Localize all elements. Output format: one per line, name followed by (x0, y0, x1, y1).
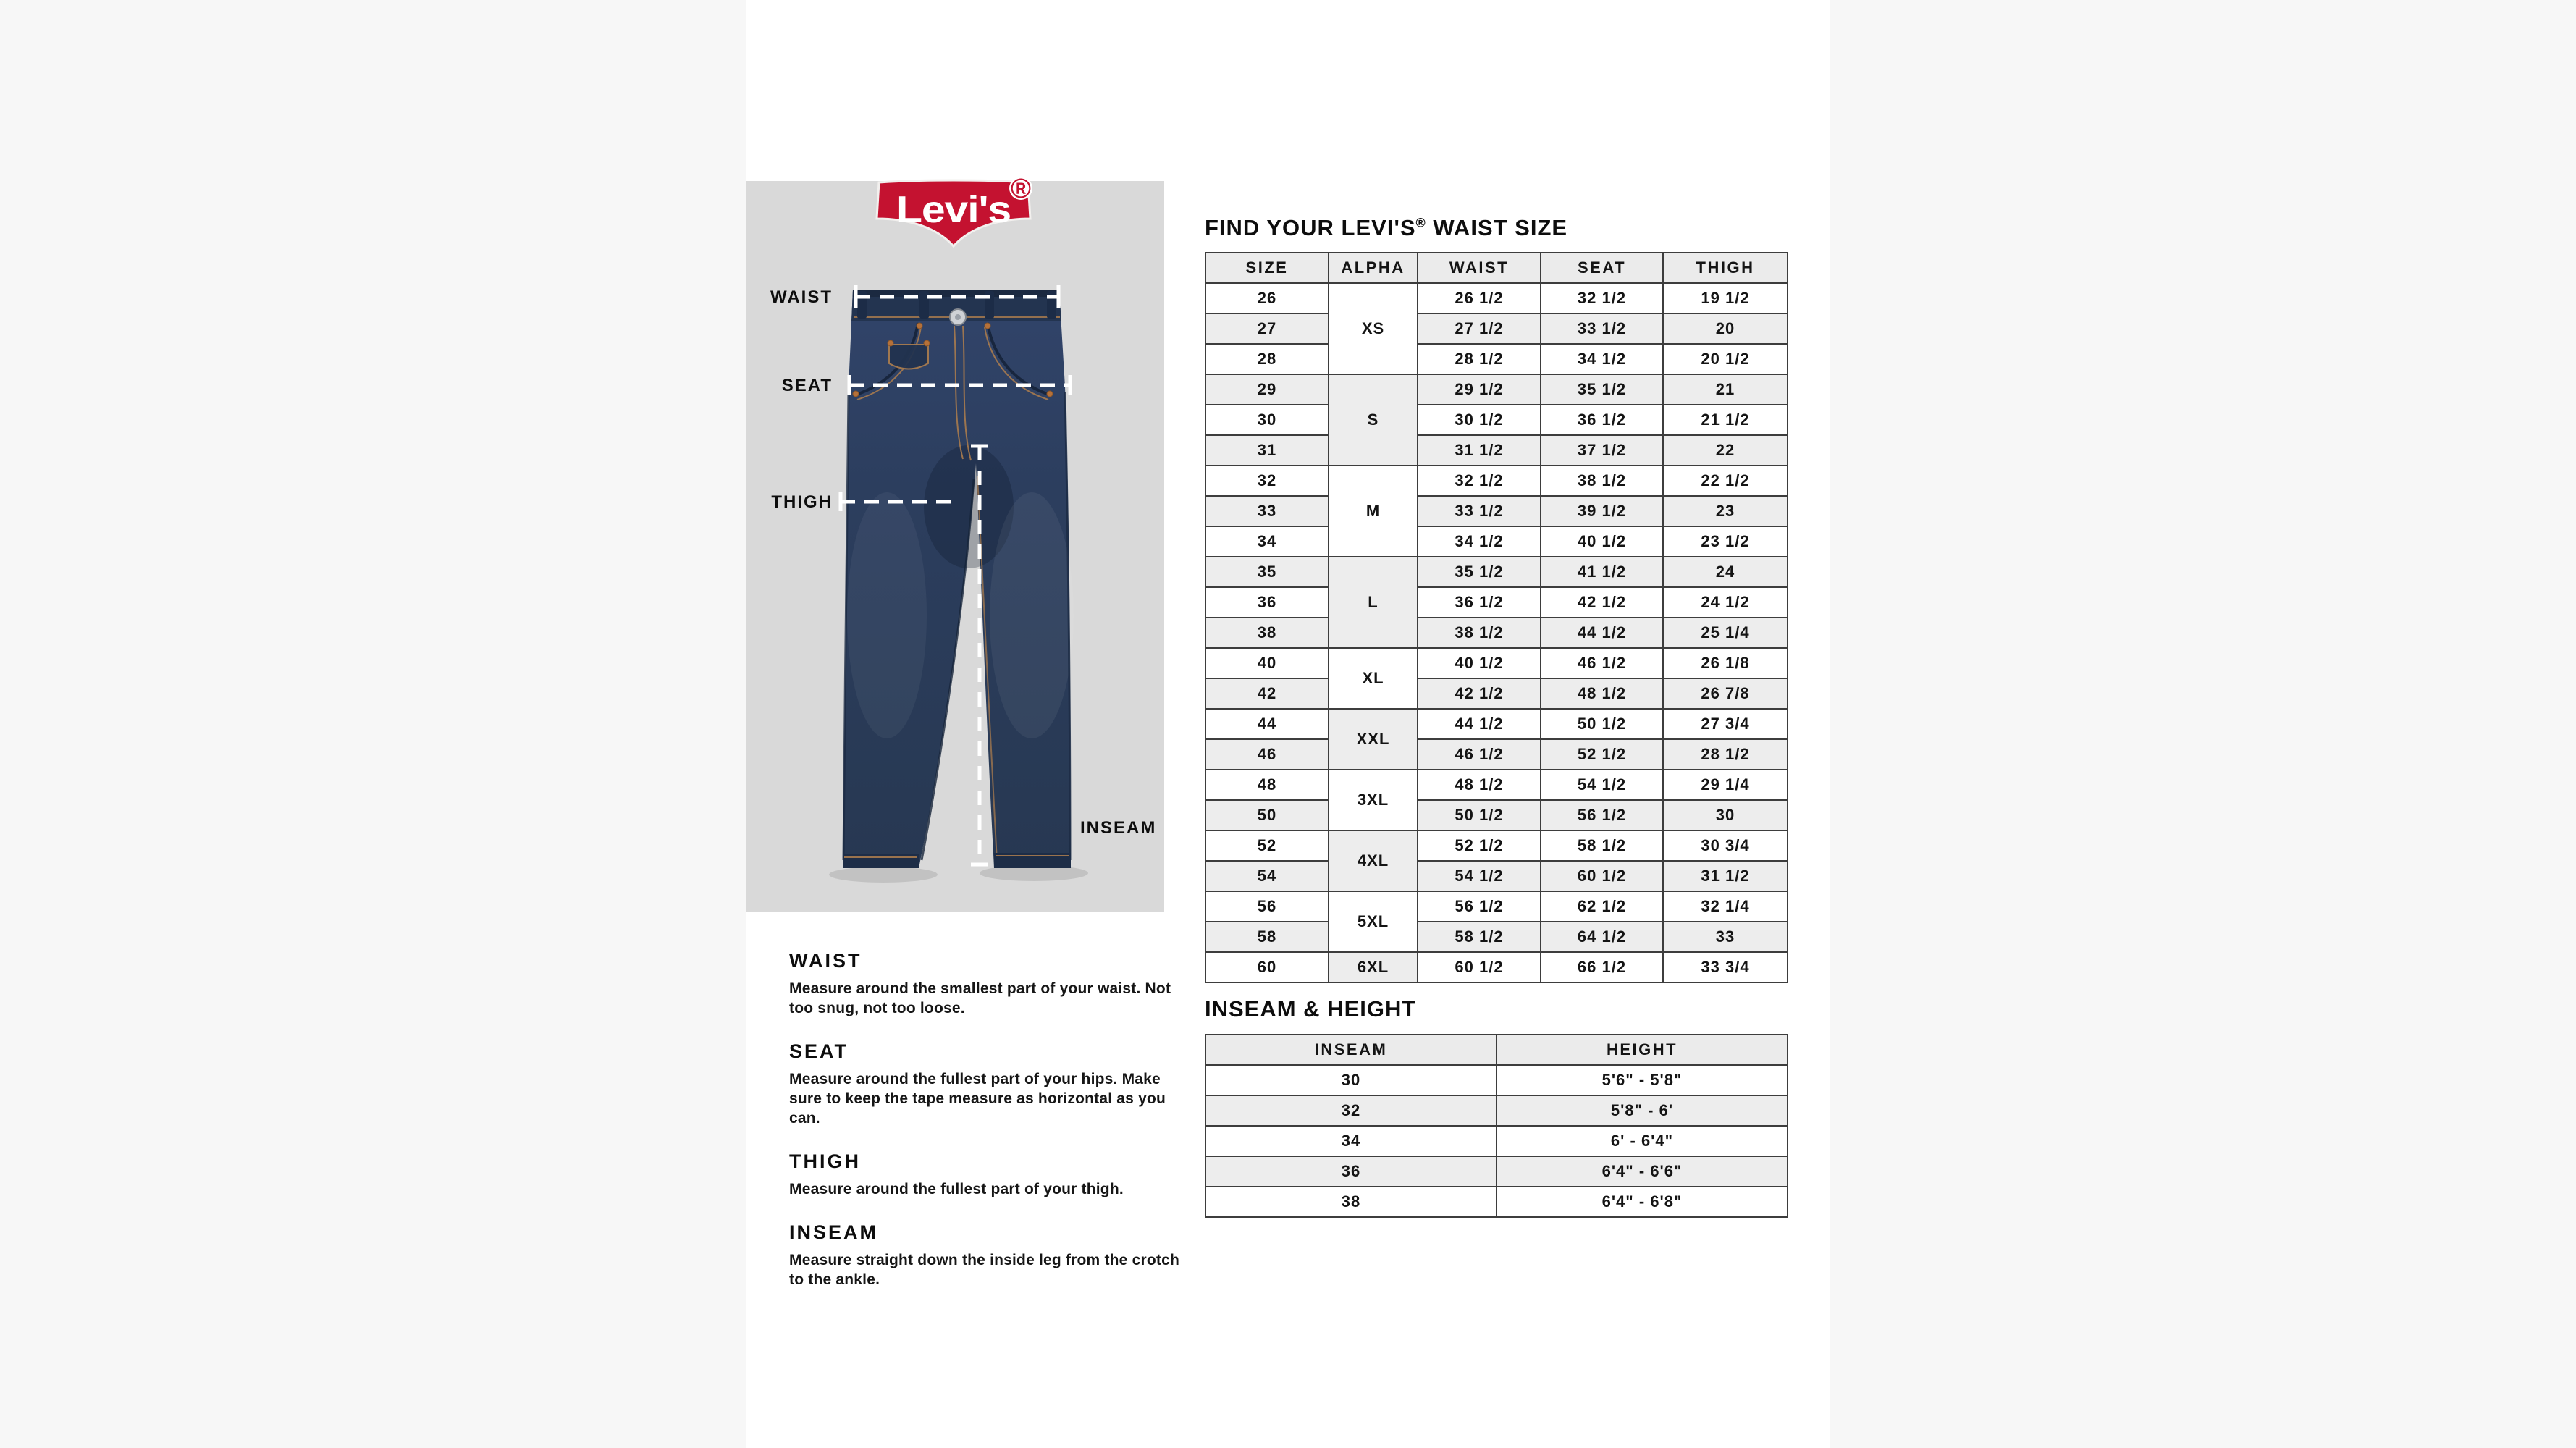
waist-cell: 31 1/2 (1418, 435, 1541, 466)
seat-cell: 32 1/2 (1541, 283, 1663, 313)
inseam-cell: 30 (1205, 1065, 1497, 1095)
thigh-cell: 20 1/2 (1663, 344, 1788, 374)
waist-cell: 46 1/2 (1418, 739, 1541, 770)
waist-label: WAIST (770, 287, 833, 307)
thigh-cell: 30 3/4 (1663, 830, 1788, 861)
seat-cell: 66 1/2 (1541, 952, 1663, 982)
alpha-cell: S (1329, 374, 1418, 466)
inseam-row (1205, 1065, 1788, 1095)
size-row (1205, 618, 1788, 648)
thigh-cell: 22 (1663, 435, 1788, 466)
seat-cell: 54 1/2 (1541, 770, 1663, 800)
waist-cell: 54 1/2 (1418, 861, 1541, 891)
guide-heading: INSEAM (789, 1221, 879, 1243)
column-header: ALPHA (1329, 253, 1418, 283)
alpha-cell: M (1329, 466, 1418, 557)
guide-text: Measure around the smallest part of your waist. Not too snug, not too loose. (789, 980, 1171, 1016)
seat-cell: 35 1/2 (1541, 374, 1663, 405)
column-header: THIGH (1663, 253, 1788, 283)
alpha-cell: XS (1329, 283, 1418, 374)
size-cell: 38 (1205, 618, 1329, 648)
seat-cell: 37 1/2 (1541, 435, 1663, 466)
guide-section-thigh (789, 1150, 1180, 1199)
size-chart-table (1205, 252, 1788, 983)
size-chart-title-brand: FIND YOUR LEVI'S (1205, 215, 1416, 240)
guide-heading: WAIST (789, 950, 862, 972)
height-cell: 6' - 6'4" (1497, 1126, 1788, 1156)
seat-cell: 41 1/2 (1541, 557, 1663, 587)
waist-cell: 50 1/2 (1418, 800, 1541, 830)
waist-cell: 29 1/2 (1418, 374, 1541, 405)
size-cell: 27 (1205, 313, 1329, 344)
column-header: INSEAM (1205, 1035, 1497, 1065)
thigh-cell: 32 1/4 (1663, 891, 1788, 922)
thigh-cell: 27 3/4 (1663, 709, 1788, 739)
waist-cell: 48 1/2 (1418, 770, 1541, 800)
thigh-cell: 26 1/8 (1663, 648, 1788, 678)
size-cell: 48 (1205, 770, 1329, 800)
seat-cell: 62 1/2 (1541, 891, 1663, 922)
guide-text: Measure around the fullest part of your hips. Make sure to keep the tape measure as horizontal as you can. (789, 1071, 1166, 1127)
levis-wordmark: Levi's (896, 189, 1011, 231)
guide-section-seat (789, 1040, 1180, 1128)
column-header: WAIST (1418, 253, 1541, 283)
thigh-cell: 33 (1663, 922, 1788, 952)
alpha-cell: L (1329, 557, 1418, 648)
alpha-cell: XXL (1329, 709, 1418, 770)
seat-cell: 38 1/2 (1541, 466, 1663, 496)
thigh-cell: 22 1/2 (1663, 466, 1788, 496)
alpha-cell: 5XL (1329, 891, 1418, 952)
waist-cell: 33 1/2 (1418, 496, 1541, 526)
size-cell: 50 (1205, 800, 1329, 830)
inseam-row (1205, 1095, 1788, 1126)
waist-cell: 42 1/2 (1418, 678, 1541, 709)
waist-cell: 56 1/2 (1418, 891, 1541, 922)
guide-heading: THIGH (789, 1150, 861, 1172)
size-row (1205, 496, 1788, 526)
alpha-cell: 6XL (1329, 952, 1418, 982)
seat-cell: 39 1/2 (1541, 496, 1663, 526)
thigh-cell: 19 1/2 (1663, 283, 1788, 313)
size-cell: 40 (1205, 648, 1329, 678)
size-chart-title-rest: WAIST SIZE (1426, 215, 1568, 240)
seat-cell: 34 1/2 (1541, 344, 1663, 374)
size-cell: 36 (1205, 587, 1329, 618)
thigh-cell: 20 (1663, 313, 1788, 344)
size-row (1205, 830, 1788, 861)
thigh-cell: 25 1/4 (1663, 618, 1788, 648)
size-row (1205, 526, 1788, 557)
waist-cell: 26 1/2 (1418, 283, 1541, 313)
size-cell: 56 (1205, 891, 1329, 922)
size-chart-title (1205, 215, 1567, 241)
size-row (1205, 861, 1788, 891)
size-cell: 42 (1205, 678, 1329, 709)
seat-label: SEAT (781, 376, 833, 395)
seat-cell: 64 1/2 (1541, 922, 1663, 952)
alpha-cell: 3XL (1329, 770, 1418, 830)
waist-cell: 27 1/2 (1418, 313, 1541, 344)
thigh-cell: 23 (1663, 496, 1788, 526)
waist-cell: 58 1/2 (1418, 922, 1541, 952)
content-band (746, 0, 1830, 1448)
size-row (1205, 770, 1788, 800)
thigh-cell: 33 3/4 (1663, 952, 1788, 982)
inseam-row (1205, 1126, 1788, 1156)
seat-cell: 50 1/2 (1541, 709, 1663, 739)
size-cell: 30 (1205, 405, 1329, 435)
seat-cell: 42 1/2 (1541, 587, 1663, 618)
size-row (1205, 283, 1788, 313)
thigh-cell: 24 (1663, 557, 1788, 587)
waist-cell: 34 1/2 (1418, 526, 1541, 557)
thigh-cell: 21 (1663, 374, 1788, 405)
size-row (1205, 466, 1788, 496)
thigh-cell: 24 1/2 (1663, 587, 1788, 618)
thigh-cell: 28 1/2 (1663, 739, 1788, 770)
waist-cell: 52 1/2 (1418, 830, 1541, 861)
waist-cell: 38 1/2 (1418, 618, 1541, 648)
registered-mark-icon: ® (1011, 174, 1031, 204)
size-cell: 46 (1205, 739, 1329, 770)
size-row (1205, 587, 1788, 618)
waist-cell: 30 1/2 (1418, 405, 1541, 435)
height-cell: 5'6" - 5'8" (1497, 1065, 1788, 1095)
guide-section-waist (789, 950, 1180, 1018)
inseam-label: INSEAM (1080, 818, 1157, 838)
size-cell: 44 (1205, 709, 1329, 739)
seat-cell: 44 1/2 (1541, 618, 1663, 648)
waist-cell: 32 1/2 (1418, 466, 1541, 496)
height-cell: 6'4" - 6'6" (1497, 1156, 1788, 1187)
size-cell: 52 (1205, 830, 1329, 861)
size-chart-title-reg: ® (1415, 215, 1426, 230)
inseam-cell: 36 (1205, 1156, 1497, 1187)
size-row (1205, 952, 1788, 982)
size-cell: 31 (1205, 435, 1329, 466)
height-cell: 5'8" - 6' (1497, 1095, 1788, 1126)
size-row (1205, 374, 1788, 405)
thigh-cell: 23 1/2 (1663, 526, 1788, 557)
size-row (1205, 922, 1788, 952)
size-cell: 33 (1205, 496, 1329, 526)
inseam-cell: 32 (1205, 1095, 1497, 1126)
waist-cell: 36 1/2 (1418, 587, 1541, 618)
inseam-row (1205, 1156, 1788, 1187)
measure-guide (789, 950, 1180, 1312)
size-cell: 54 (1205, 861, 1329, 891)
thigh-cell: 30 (1663, 800, 1788, 830)
size-cell: 28 (1205, 344, 1329, 374)
guide-text: Measure straight down the inside leg from the crotch to the ankle. (789, 1252, 1179, 1288)
alpha-cell: XL (1329, 648, 1418, 709)
seat-cell: 56 1/2 (1541, 800, 1663, 830)
thigh-cell: 31 1/2 (1663, 861, 1788, 891)
guide-text: Measure around the fullest part of your thigh. (789, 1181, 1124, 1197)
column-header: SEAT (1541, 253, 1663, 283)
size-row (1205, 800, 1788, 830)
size-row (1205, 648, 1788, 678)
thigh-cell: 21 1/2 (1663, 405, 1788, 435)
thigh-label: THIGH (771, 492, 833, 512)
inseam-height-table (1205, 1034, 1788, 1218)
height-cell: 6'4" - 6'8" (1497, 1187, 1788, 1217)
size-row (1205, 405, 1788, 435)
size-cell: 35 (1205, 557, 1329, 587)
waist-cell: 35 1/2 (1418, 557, 1541, 587)
size-row (1205, 313, 1788, 344)
seat-cell: 58 1/2 (1541, 830, 1663, 861)
seat-cell: 48 1/2 (1541, 678, 1663, 709)
size-cell: 26 (1205, 283, 1329, 313)
inseam-cell: 34 (1205, 1126, 1497, 1156)
size-cell: 34 (1205, 526, 1329, 557)
waist-cell: 28 1/2 (1418, 344, 1541, 374)
seat-cell: 40 1/2 (1541, 526, 1663, 557)
size-cell: 32 (1205, 466, 1329, 496)
inseam-header-row (1205, 1035, 1788, 1065)
size-cell: 29 (1205, 374, 1329, 405)
seat-cell: 36 1/2 (1541, 405, 1663, 435)
seat-cell: 52 1/2 (1541, 739, 1663, 770)
size-row (1205, 739, 1788, 770)
size-row (1205, 344, 1788, 374)
seat-cell: 46 1/2 (1541, 648, 1663, 678)
guide-section-inseam (789, 1221, 1180, 1289)
thigh-cell: 29 1/4 (1663, 770, 1788, 800)
alpha-cell: 4XL (1329, 830, 1418, 891)
size-row (1205, 891, 1788, 922)
size-cell: 58 (1205, 922, 1329, 952)
size-row (1205, 435, 1788, 466)
seat-cell: 33 1/2 (1541, 313, 1663, 344)
column-header: SIZE (1205, 253, 1329, 283)
size-row (1205, 678, 1788, 709)
size-row (1205, 557, 1788, 587)
waist-cell: 40 1/2 (1418, 648, 1541, 678)
column-header: HEIGHT (1497, 1035, 1788, 1065)
size-cell: 60 (1205, 952, 1329, 982)
inseam-row (1205, 1187, 1788, 1217)
waist-cell: 60 1/2 (1418, 952, 1541, 982)
size-row (1205, 709, 1788, 739)
seat-cell: 60 1/2 (1541, 861, 1663, 891)
inseam-cell: 38 (1205, 1187, 1497, 1217)
guide-heading: SEAT (789, 1040, 849, 1062)
waist-cell: 44 1/2 (1418, 709, 1541, 739)
inseam-height-title: INSEAM & HEIGHT (1205, 996, 1417, 1022)
size-chart-header-row (1205, 253, 1788, 283)
thigh-cell: 26 7/8 (1663, 678, 1788, 709)
